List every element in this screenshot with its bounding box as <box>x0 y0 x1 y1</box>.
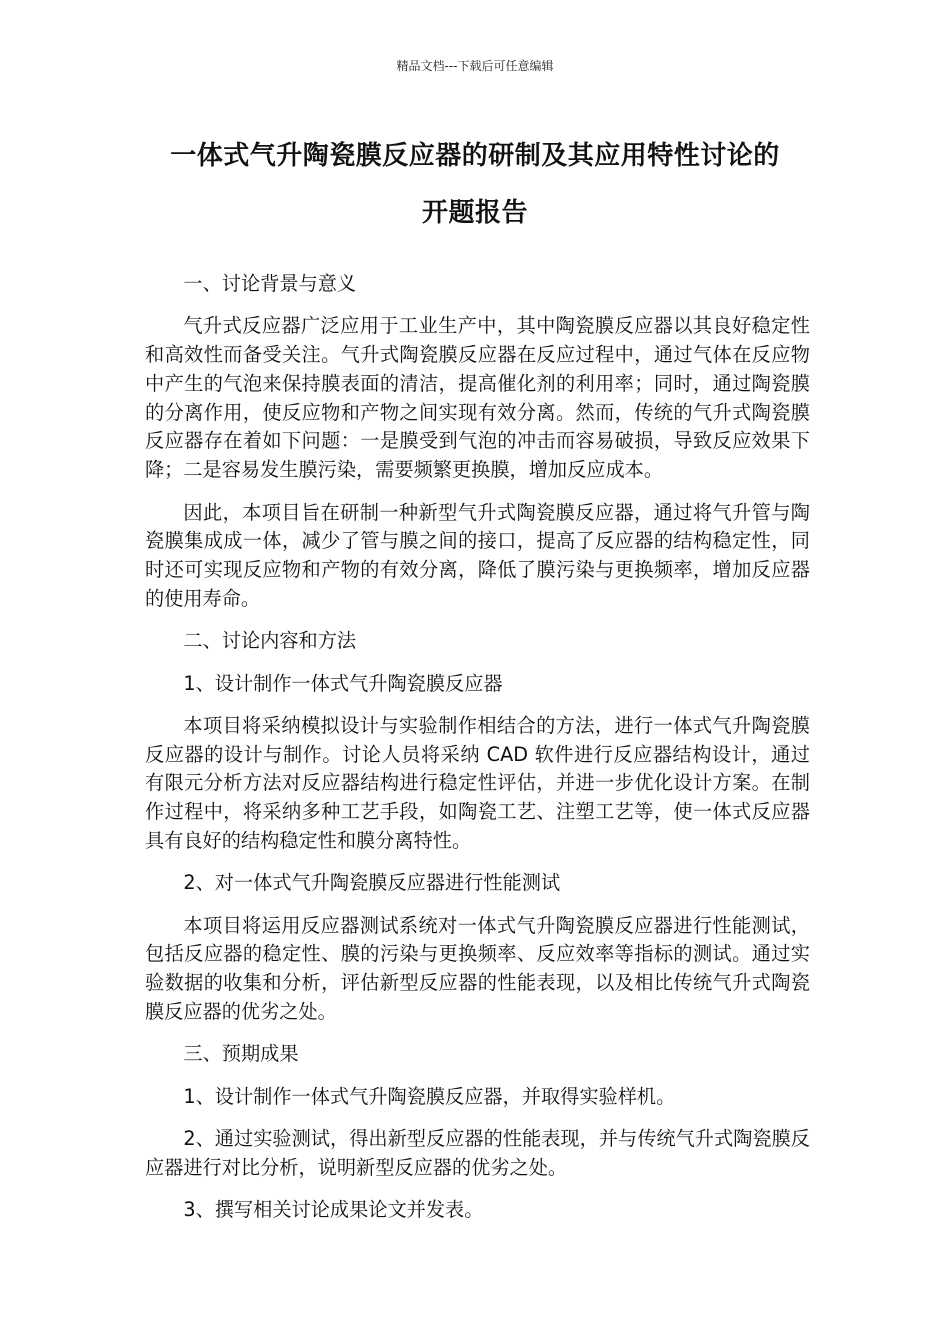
subheading-design: 1、设计制作一体式气升陶瓷膜反应器 <box>183 671 503 695</box>
result-item-1: 1、设计制作一体式气升陶瓷膜反应器，并取得实验样机。 <box>183 1084 676 1108</box>
document-title <box>120 128 830 242</box>
result-item-3: 3、撰写相关讨论成果论文并发表。 <box>183 1198 484 1222</box>
paragraph-background-2: 因此，本项目旨在研制一种新型气升式陶瓷膜反应器，通过将气升管与陶瓷膜集成成一体，减少了管与膜之间的接口，提高了反应器的结构稳定性，同时还可实现反应物和产物的有效分离，降低了膜污染与更换频率，增加反应器的使用寿命。 <box>145 500 810 610</box>
header-note: 精品文档---下载后可任意编辑 <box>396 59 554 73</box>
subheading-testing: 2、对一体式气升陶瓷膜反应器进行性能测试 <box>183 871 561 895</box>
paragraph-background-1: 气升式反应器广泛应用于工业生产中，其中陶瓷膜反应器以其良好稳定性和高效性而备受关注。气升式陶瓷膜反应器在反应过程中，通过气体在反应物中产生的气泡来保持膜表面的清洁，提高催化剂的利用率；同时，通过陶瓷膜的分离作用，使反应物和产物之间实现有效分离。然而，传统的气升式陶瓷膜反应器存在着如下问题：一是膜受到气泡的冲击而容易破损，导致反应效果下降；二是容易发生膜污染，需要频繁更换膜，增加反应成本。 <box>145 314 810 482</box>
document-body <box>145 270 810 1238</box>
result-item-2: 2、通过实验测试，得出新型反应器的性能表现，并与传统气升式陶瓷膜反应器进行对比分析，说明新型反应器的优劣之处。 <box>145 1126 810 1179</box>
paragraph-design: 本项目将采纳模拟设计与实验制作相结合的方法，进行一体式气升陶瓷膜反应器的设计与制作。讨论人员将采纳 CAD 软件进行反应器结构设计，通过有限元分析方法对反应器结构进行稳定性评估，并进一步优化设计方案。在制作过程中，将采纳多种工艺手段，如陶瓷工艺、注塑工艺等，使一体式反应器具有良好的结构稳定性和膜分离特性。 <box>145 713 810 853</box>
title-line-2: 开题报告 <box>421 198 528 228</box>
title-line-1: 一体式气升陶瓷膜反应器的研制及其应用特性讨论的 <box>170 141 780 171</box>
section-heading-expected-results: 三、预期成果 <box>183 1042 299 1066</box>
section-heading-background: 一、讨论背景与意义 <box>183 272 357 295</box>
paragraph-testing: 本项目将运用反应器测试系统对一体式气升陶瓷膜反应器进行性能测试，包括反应器的稳定性、膜的污染与更换频率、反应效率等指标的测试。通过实验数据的收集和分析，评估新型反应器的性能表现，以及相比传统气升式陶瓷膜反应器的优劣之处。 <box>145 913 810 1024</box>
section-heading-content-methods: 二、讨论内容和方法 <box>183 629 357 653</box>
